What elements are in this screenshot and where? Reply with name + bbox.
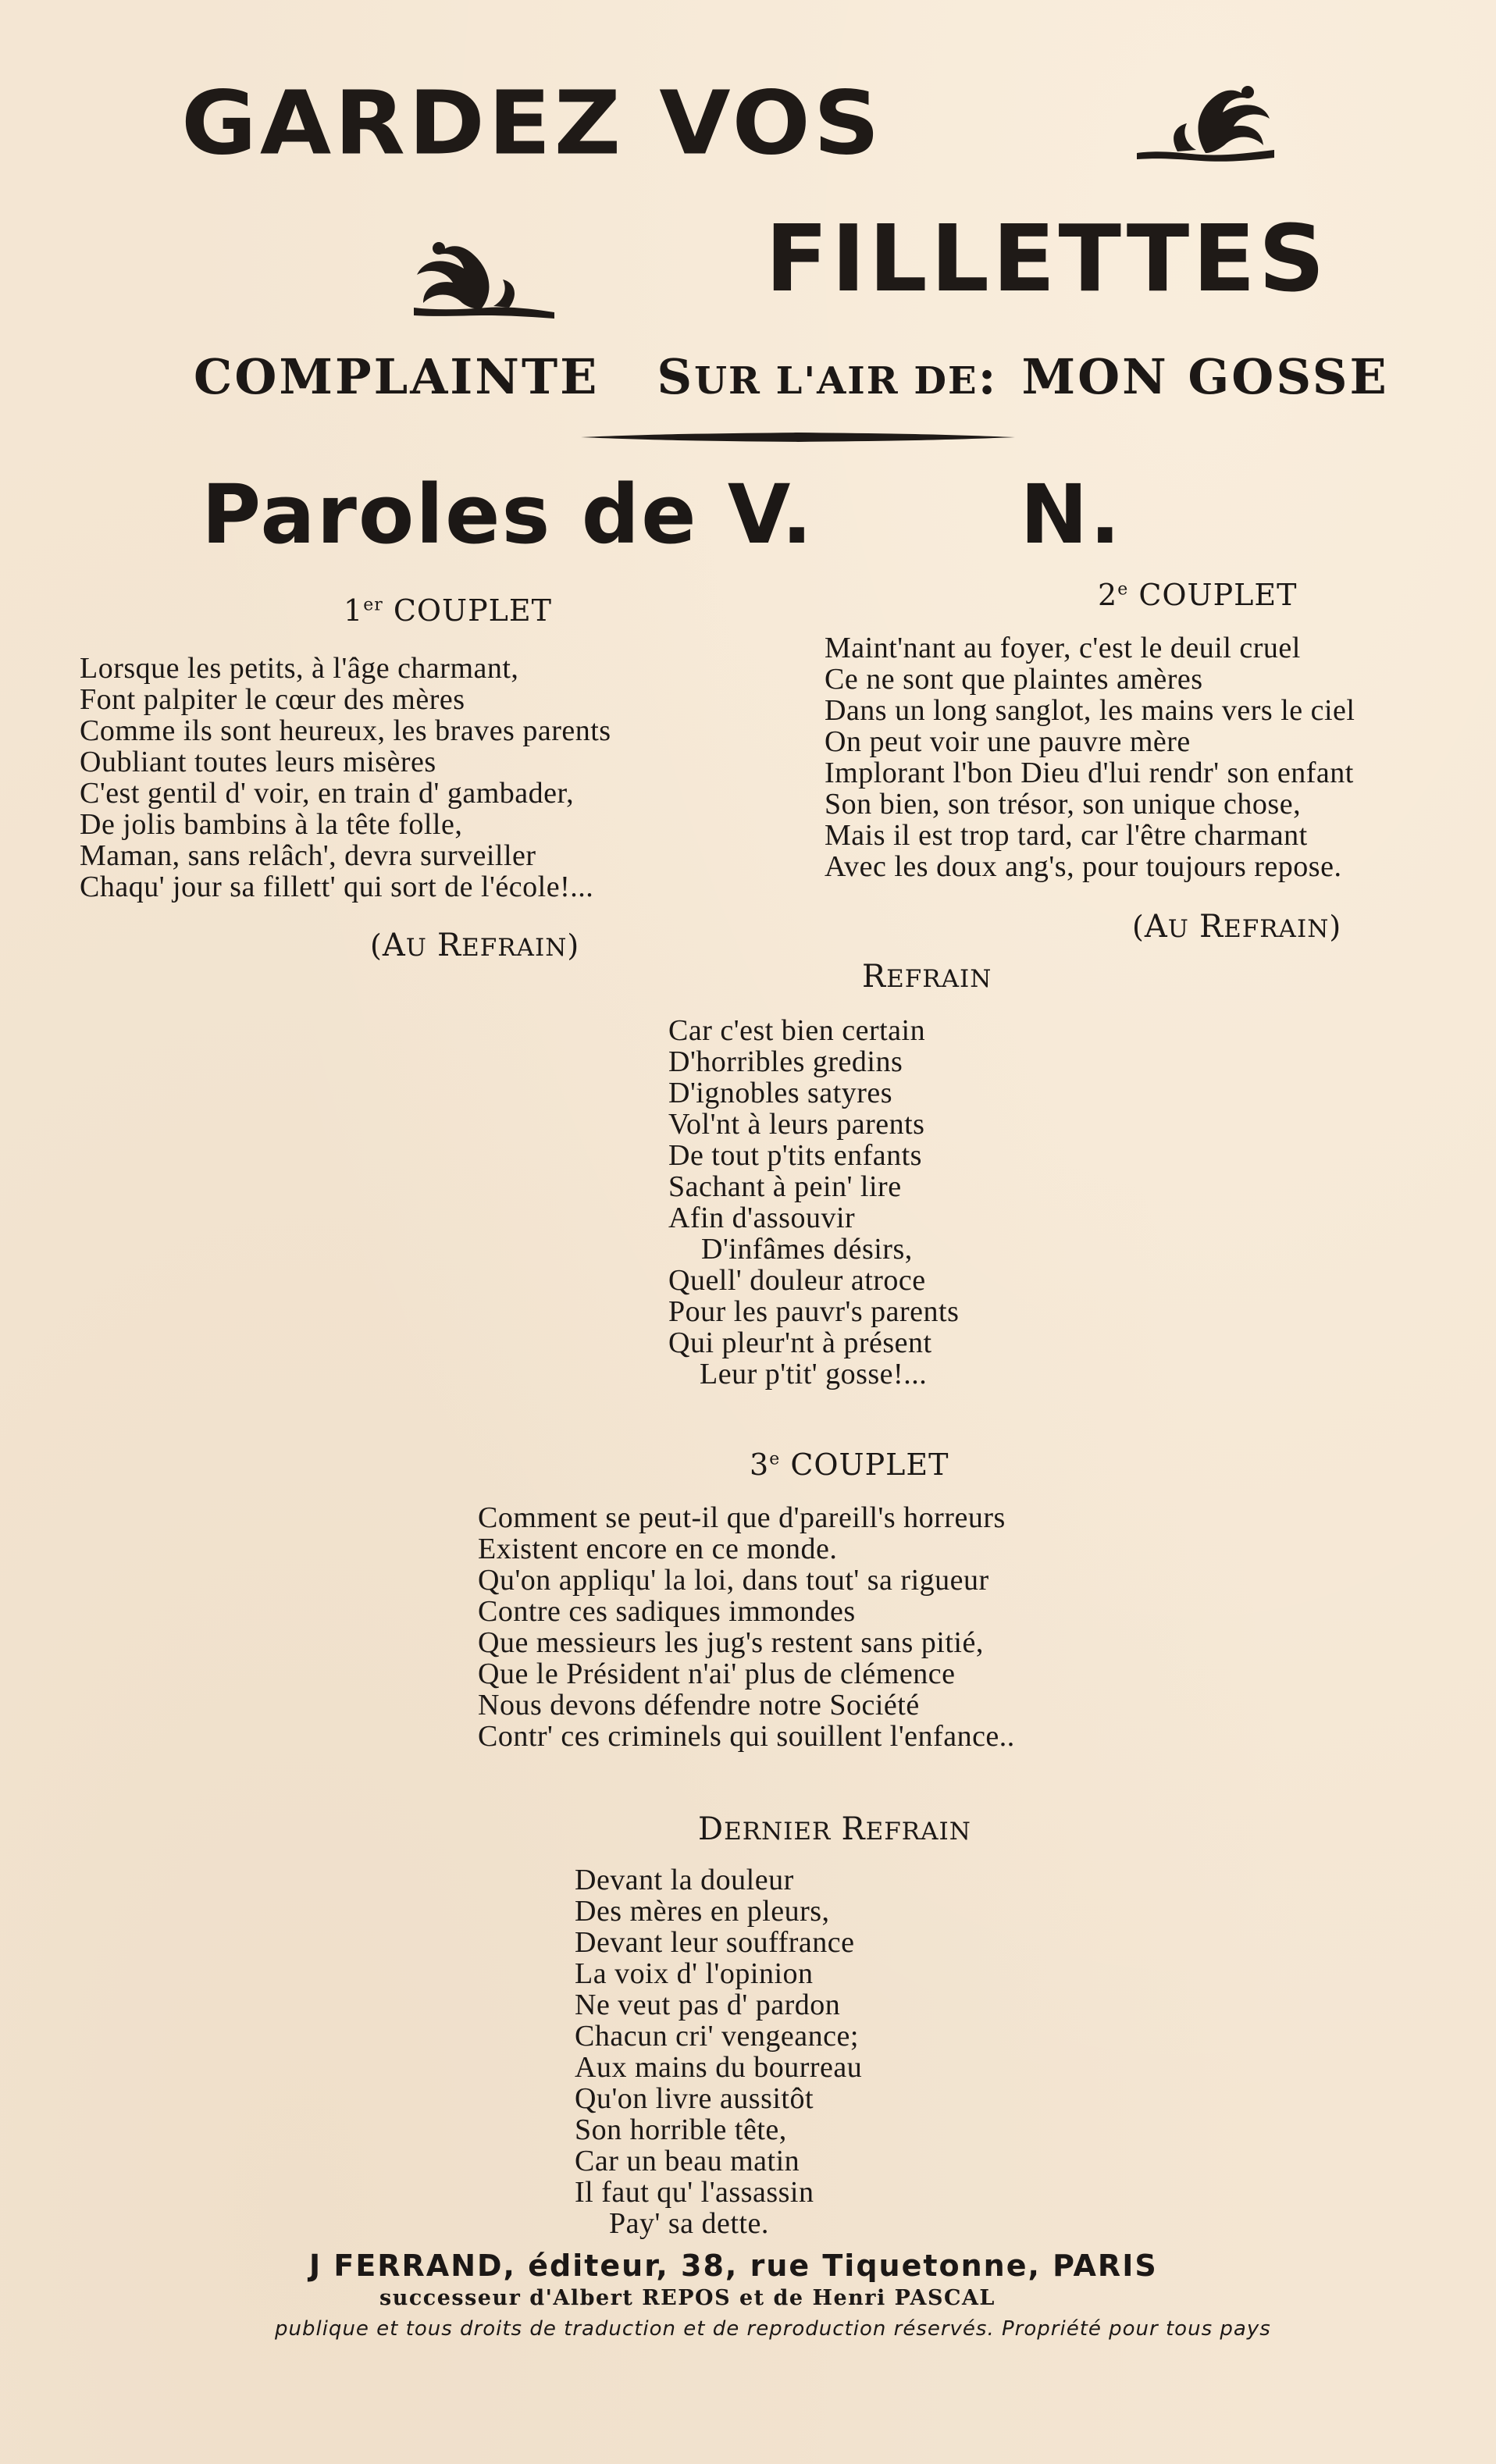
lyric-line: Pour les pauvr's parents: [668, 1295, 960, 1328]
lyric-line: Vol'nt à leurs parents: [668, 1108, 925, 1141]
couplet-ordinal: e: [769, 1449, 781, 1469]
couplet-3-heading: [750, 1447, 949, 1482]
lyric-line: C'est gentil d' voir, en train d' gambader,: [80, 777, 575, 810]
sc-initial: A: [382, 928, 406, 963]
lyric-line: Qu'on appliqu' la loi, dans tout' sa rigueur: [478, 1564, 989, 1597]
sc-rest: U: [1167, 915, 1189, 943]
refrain-heading: [862, 959, 992, 995]
sc-rest: U: [405, 934, 427, 962]
lyric-line: Ne veut pas d' pardon: [575, 1989, 841, 2021]
air-name: MON GOSSE: [1021, 348, 1389, 405]
sc-initial: R: [862, 959, 887, 995]
floral-ornament-icon: [1131, 78, 1281, 166]
lyric-line: Car c'est bien certain: [668, 1014, 926, 1047]
lyric-line: Comment se peut-il que d'pareill's horreurs: [478, 1501, 1006, 1534]
lyric-line: D'infâmes désirs,: [701, 1233, 913, 1266]
couplet-number: 1: [344, 593, 364, 628]
lyric-line: Qui pleur'nt à présent: [668, 1326, 932, 1359]
sc-initial: D: [698, 1811, 725, 1847]
lyric-line: Maman, sans relâch', devra surveiller: [80, 839, 536, 872]
lyric-line: Sachant à pein' lire: [668, 1170, 902, 1203]
lyric-line: Afin d'assouvir: [668, 1202, 856, 1234]
lyric-line: Chaqu' jour sa fillett' qui sort de l'école!...: [80, 871, 594, 903]
rights-line: publique et tous droits de traduction et de reproduction réservés. Propriété pour tous pays: [275, 2317, 1271, 2341]
lyric-line: Oubliant toutes leurs misères: [80, 746, 436, 778]
subtitle: [194, 348, 1389, 405]
couplet-label: COUPLET: [1138, 578, 1298, 612]
couplet-3-lyrics: [478, 1502, 1015, 1752]
lyric-line: Chacun cri' vengeance;: [575, 2020, 859, 2053]
lyric-line: Quell' douleur atroce: [668, 1264, 926, 1297]
lyric-line: Car un beau matin: [575, 2145, 800, 2177]
couplet-2-heading: [1098, 578, 1297, 612]
sc-rest: EFRAIN: [886, 965, 992, 993]
paren-close: ): [1329, 910, 1342, 944]
lyric-line: On peut voir une pauvre mère: [825, 725, 1191, 758]
author-prefix: Paroles de V.: [201, 467, 814, 562]
lyric-line: D'horribles gredins: [668, 1045, 903, 1078]
author-line: [201, 467, 1122, 562]
lyric-line: Son bien, son trésor, son unique chose,: [825, 788, 1302, 821]
lyric-line: Nous devons défendre notre Société: [478, 1689, 920, 1722]
publisher-line: J FERRAND, éditeur, 38, rue Tiquetonne, PARIS: [309, 2249, 1158, 2283]
paren-open: (: [1132, 910, 1145, 944]
couplet-2-lyrics: [825, 632, 1355, 882]
couplet-2-refrain-note: [1132, 909, 1341, 945]
lyric-line: Maint'nant au foyer, c'est le deuil cruel: [825, 632, 1301, 664]
couplet-label: COUPLET: [790, 1447, 949, 1482]
lyric-line: D'ignobles satyres: [668, 1077, 893, 1109]
lyric-line: Mais il est trop tard, car l'être charmant: [825, 819, 1308, 852]
author-initial: N.: [1020, 467, 1122, 562]
sc-rest: EFRAIN: [461, 934, 568, 962]
lyric-line: Existent encore en ce monde.: [478, 1533, 838, 1565]
lyric-line: Pay' sa dette.: [609, 2207, 769, 2240]
lyric-line: Font palpiter le cœur des mères: [80, 683, 465, 716]
successor-line: successeur d'Albert REPOS et de Henri PASCAL: [379, 2286, 996, 2310]
lyric-line: Devant leur souffrance: [575, 1926, 855, 1959]
lyric-line: Leur p'tit' gosse!...: [700, 1358, 928, 1390]
couplet-1-lyrics: [80, 653, 611, 903]
lyric-line: Dans un long sanglot, les mains vers le ciel: [825, 694, 1355, 727]
couplet-label: COUPLET: [393, 593, 552, 628]
lyric-line: Que le Président n'ai' plus de clémence: [478, 1658, 956, 1690]
floral-ornament-icon: [409, 234, 557, 322]
lyric-line: Qu'on livre aussitôt: [575, 2082, 814, 2115]
paren-close: ): [567, 928, 580, 963]
sc-rest: EFRAIN: [1224, 915, 1330, 943]
lyric-line: Lorsque les petits, à l'âge charmant,: [80, 652, 519, 685]
air-label-rest: UR L'AIR DE: [694, 359, 978, 403]
lyric-line: Comme ils sont heureux, les braves parents: [80, 714, 611, 747]
air-colon: :: [978, 348, 999, 405]
couplet-number: 3: [750, 1447, 770, 1482]
lyric-line: Ce ne sont que plaintes amères: [825, 663, 1203, 696]
lyric-line: La voix d' l'opinion: [575, 1957, 814, 1990]
couplet-ordinal: e: [1117, 579, 1129, 600]
couplet-ordinal: er: [363, 595, 383, 615]
lyric-line: Avec les doux ang's, pour toujours repose.: [825, 850, 1342, 883]
lyric-line: Des mères en pleurs,: [575, 1895, 830, 1928]
lyric-line: Devant la douleur: [575, 1864, 794, 1896]
lyric-line: Contre ces sadiques immondes: [478, 1595, 856, 1628]
sc-initial: R: [1199, 909, 1224, 945]
title-line-2: FILLETTES: [765, 205, 1328, 312]
air-label-initial: S: [657, 348, 695, 405]
sc-initial: R: [841, 1811, 866, 1847]
lyric-line: De jolis bambins à la tête folle,: [80, 808, 463, 841]
lyric-line: Implorant l'bon Dieu d'lui rendr' son enfant: [825, 757, 1354, 789]
decorative-rule: [581, 431, 1015, 443]
lyric-line: Que messieurs les jug's restent sans pitié,: [478, 1626, 984, 1659]
refrain-lyrics: [668, 1015, 959, 1390]
couplet-number: 2: [1098, 578, 1118, 612]
lyric-line: De tout p'tits enfants: [668, 1139, 922, 1172]
genre-label: COMPLAINTE: [194, 348, 600, 405]
paren-open: (: [370, 928, 383, 963]
sc-initial: R: [436, 928, 462, 963]
couplet-1-heading: [344, 593, 552, 628]
sc-rest: EFRAIN: [865, 1818, 971, 1846]
sc-rest: ERNIER: [724, 1818, 832, 1846]
dernier-refrain-lyrics: [575, 1864, 862, 2239]
lyric-line: Aux mains du bourreau: [575, 2051, 863, 2084]
dernier-refrain-heading: [698, 1811, 971, 1847]
couplet-1-refrain-note: [370, 928, 579, 963]
lyric-line: Il faut qu' l'assassin: [575, 2176, 814, 2209]
lyric-line: Son horrible tête,: [575, 2113, 787, 2146]
lyric-line: Contr' ces criminels qui souillent l'enfance..: [478, 1720, 1015, 1753]
title-line-1: GARDEZ VOS: [181, 72, 883, 175]
sc-initial: A: [1144, 909, 1168, 945]
